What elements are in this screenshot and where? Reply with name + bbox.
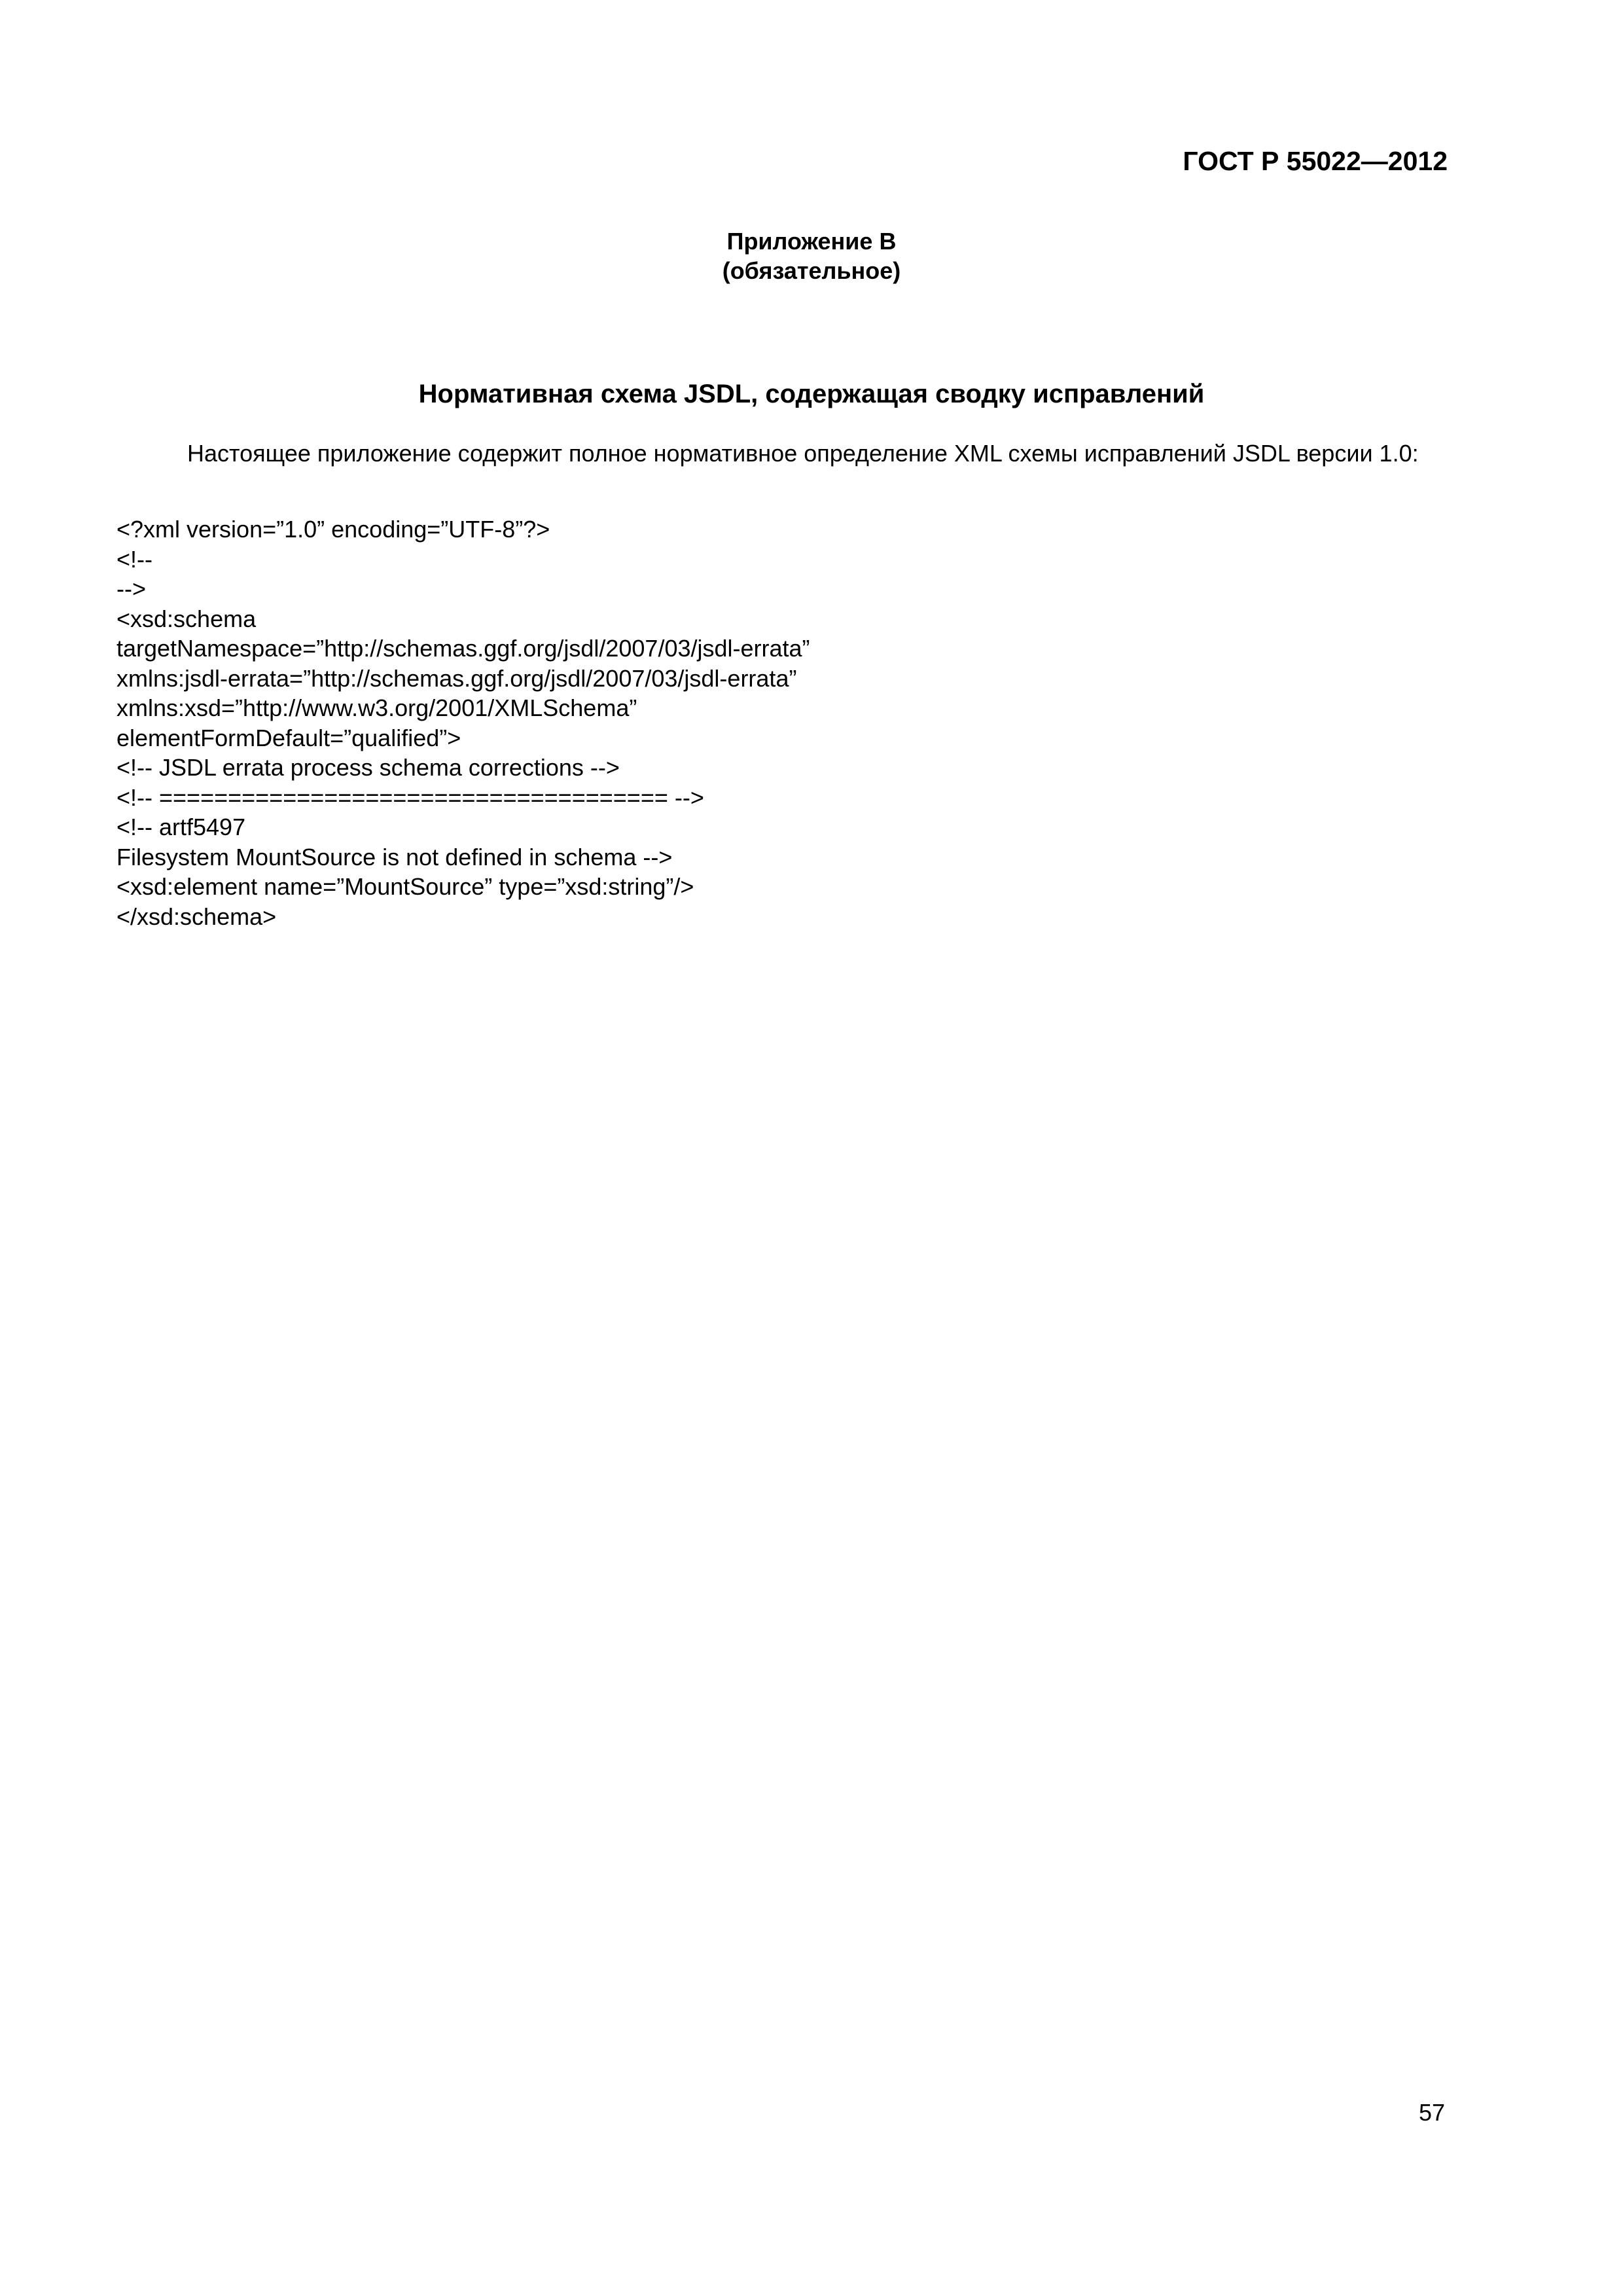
code-line: <?xml version=”1.0” encoding=”UTF-8”?> <box>116 516 550 543</box>
code-line: xmlns:jsdl-errata=”http://schemas.ggf.org/jsdl/2007/03/jsdl-errata” <box>116 664 797 692</box>
code-line: <!-- <box>116 545 153 573</box>
page-number: 57 <box>1418 2099 1445 2126</box>
intro-paragraph: Настоящее приложение содержит полное нормативное определение XML схемы исправлений JSDL версии 1.0: <box>187 440 1419 467</box>
appendix-title: Приложение В <box>726 228 897 255</box>
appendix-heading <box>0 226 1623 285</box>
code-line: targetNamespace=”http://schemas.ggf.org/jsdl/2007/03/jsdl-errata” <box>116 635 810 662</box>
code-line: xmlns:xsd=”http://www.w3.org/2001/XMLSchema” <box>116 694 637 721</box>
code-line: <xsd:element name=”MountSource” type=”xsd:string”/> <box>116 873 694 900</box>
code-line: Filesystem MountSource is not defined in schema --> <box>116 843 673 870</box>
document-code: ГОСТ Р 55022—2012 <box>1183 146 1448 176</box>
code-line: <!-- ===================================== --> <box>116 783 704 811</box>
code-line: <!-- JSDL errata process schema corrections --> <box>116 754 620 781</box>
code-line: --> <box>116 575 146 602</box>
appendix-status: (обязательное) <box>722 257 901 284</box>
code-line: elementFormDefault=”qualified”> <box>116 724 461 751</box>
section-title: Нормативная схема JSDL, содержащая сводку исправлений <box>418 380 1205 408</box>
code-line: <!-- artf5497 <box>116 814 246 840</box>
schema-code-listing <box>116 514 1491 931</box>
code-line: <xsd:schema <box>116 605 257 632</box>
code-line: </xsd:schema> <box>116 903 277 930</box>
